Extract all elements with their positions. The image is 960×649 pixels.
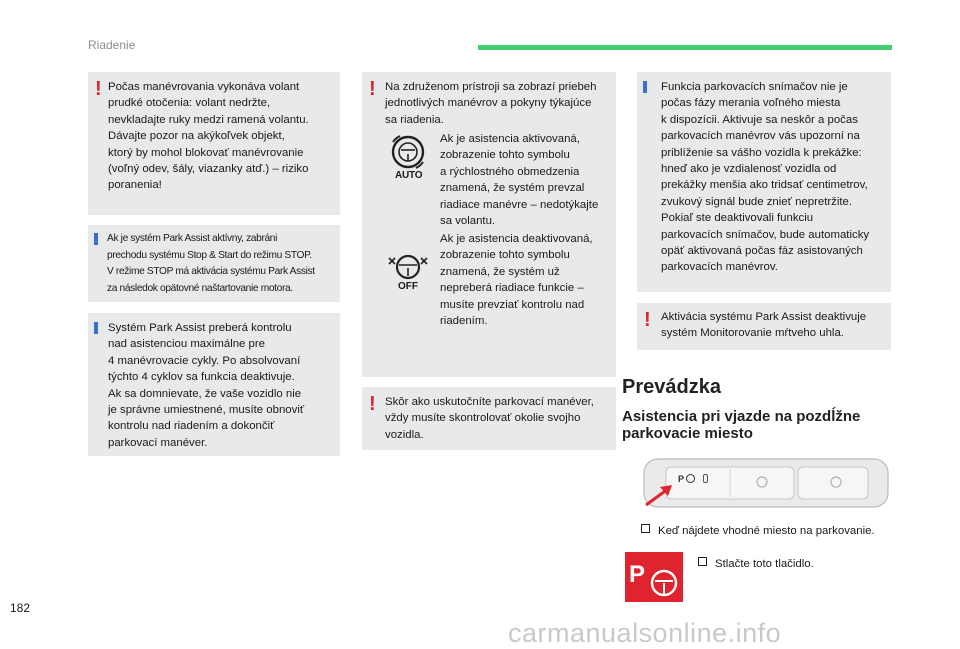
park-assist-icon	[625, 552, 683, 602]
info-icon	[643, 81, 647, 93]
warning-text: Počas manévrovania vykonáva volant prudké otočenia: volant nedržte, nevkladajte ruky medzi ramená volantu. Dávajte pozor na akýkoľvek objekt, ktorý by mohol blokovať manévrovanie (voľný odev, šály, viazanky atď.) – riziko poranenia!	[108, 81, 309, 192]
indicator-icon	[703, 474, 708, 483]
info-text: Systém Park Assist preberá kontrolu nad asistenciou maximálne pre 4 manévrovacie cykly. Po absolvovaní týchto 4 cyklov sa funkcia deaktivuje. Ak sa domnievate, že vaše vozidlo nie je správne umiestnené, musíte obnoviť kontrolu nad riadením a dokončiť parkovací manéver.	[108, 322, 305, 449]
info-text: Ak je systém Park Assist aktívny, zabráni prechodu systému Stop & Start do režimu STOP. V režime STOP má aktivácia systému Park Assist za následok opätovné naštartovanie motora.	[107, 233, 315, 294]
warning-icon: !	[95, 78, 102, 100]
info-box-sensors	[637, 72, 891, 292]
warning-box-blind-spot	[637, 303, 891, 350]
step-press-button	[698, 556, 878, 572]
auto-description: Ak je asistencia aktivovaná, zobrazenie tohto symbolu a rýchlostného obmedzenia znamená, že systém prevzal riadiace manévre – nedotýkajte sa volantu.	[440, 133, 599, 228]
info-icon	[94, 233, 98, 245]
step-find-space	[641, 523, 891, 539]
checkbox-icon	[641, 524, 650, 533]
steering-off-icon	[387, 252, 429, 297]
section-title: Riadenie	[88, 38, 136, 52]
auto-label: AUTO	[395, 170, 423, 181]
off-description: Ak je asistencia deaktivovaná, zobrazenie tohto symbolu znamená, že systém už nepreberá riadiace funkcie – musíte prevziať kontrolu nad riadením.	[440, 233, 593, 328]
section-heading: Prevádzka	[622, 376, 721, 398]
warning-text: Skôr ako uskutočníte parkovací manéver, vždy musíte skontrolovať okolie svojho vozidla.	[385, 396, 594, 441]
step-text: Stlačte toto tlačidlo.	[715, 558, 814, 570]
info-box-stop-start	[88, 225, 340, 302]
steering-auto-icon	[388, 132, 428, 190]
warning-box-surroundings	[362, 387, 616, 450]
warning-icon: !	[369, 393, 376, 415]
step-text: Keď nájdete vhodné miesto na parkovanie.	[658, 525, 875, 537]
warning-text: Aktivácia systému Park Assist deaktivuje systém Monitorovanie mŕtveho uhla.	[661, 311, 867, 340]
steering-wheel-icon	[686, 474, 695, 483]
info-box-cycles	[88, 313, 340, 456]
warning-text: Na združenom prístroji sa zobrazí priebeh jednotlivých manévrov a pokyny týkajúce sa riadenia.	[385, 81, 597, 126]
warning-box-steering	[88, 72, 340, 215]
section-accent-bar	[478, 45, 892, 50]
info-icon	[94, 322, 98, 334]
watermark: carmanualsonline.info	[508, 618, 782, 648]
off-label: OFF	[398, 281, 418, 292]
warning-icon: !	[644, 309, 651, 331]
park-assist-button[interactable]	[678, 474, 722, 492]
console-illustration	[638, 457, 891, 513]
warning-box-display	[362, 72, 616, 377]
checkbox-icon	[698, 557, 707, 566]
page-number: 182	[10, 601, 31, 615]
warning-icon: !	[369, 78, 376, 100]
info-text: Funkcia parkovacích snímačov nie je počas fázy merania voľného miesta k dispozícii. Aktivuje sa neskôr a počas parkovacích manévrov vás upozorní na priblíženie sa vášho vozidla k prekážke: hneď ako je vzdialenosť vozidla od prekážky menšia ako tridsať centimetrov, zvukový signál bude znieť nepretržite. Pokiaľ ste deaktivovali funkciu parkovacích snímačov, bude automaticky opäť aktivovaná počas fáz asistovaných parkovacích manévrov.	[661, 81, 870, 274]
park-button-label: P	[678, 474, 684, 484]
svg-text:P: P	[629, 561, 646, 588]
subsection-heading: Asistencia pri vjazde na pozdĺžne parkovacie miesto	[622, 408, 861, 442]
